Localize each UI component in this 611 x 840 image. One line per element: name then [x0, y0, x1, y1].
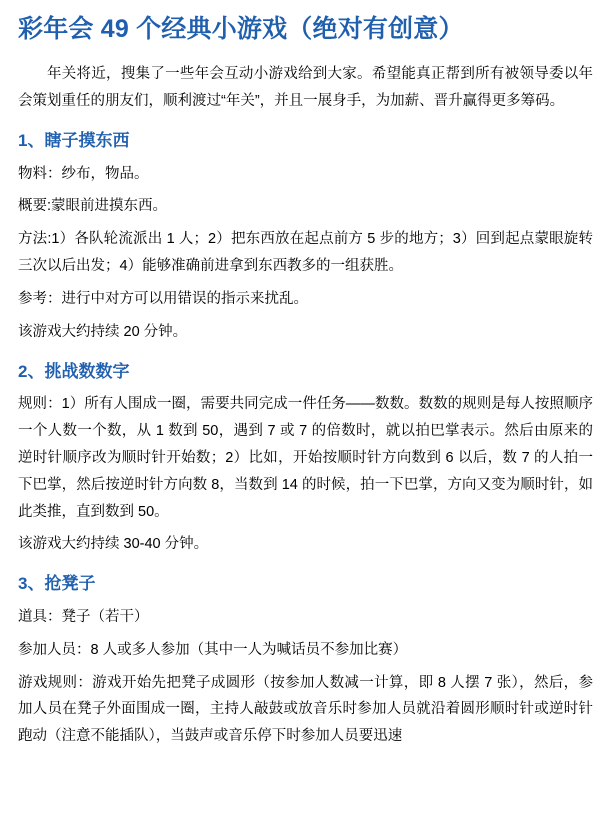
section-3-line-3: 游戏规则：游戏开始先把凳子成圆形（按参加人数减一计算，即 8 人摆 7 张），然后，参加人员在凳子外面围成一圈，主持人敲鼓或放音乐时参加人员就沿着圆形顺时针或逆时针跑动（注意不能插队），当鼓声或音乐停下时参加人员要迅速: [18, 674, 593, 745]
section-3-line-2: 参加人员：8 人或多人参加（其中一人为喊话员不参加比赛）: [18, 641, 408, 658]
section-1-line-1: 物料：纱布，物品。: [18, 165, 149, 182]
section-heading-3: 3、抢凳子: [18, 574, 96, 594]
section-1-line-2: 概要:蒙眼前进摸东西。: [18, 198, 168, 215]
section-3: [18, 572, 593, 750]
intro-paragraph: 年关将近，搜集了一些年会互动小游戏给到大家。希望能真正帮到所有被领导委以年会策划重任的朋友们，顺利渡过“年关”，并且一展身手，为加薪、晋升赢得更多筹码。: [18, 66, 593, 110]
page-title: 彩年会 49 个经典小游戏（绝对有创意）: [18, 15, 464, 43]
section-2: [18, 360, 593, 559]
section-heading-2: 2、挑战数数字: [18, 361, 130, 381]
section-2-line-1: 规则：1）所有人围成一圈，需要共同完成一件任务——数数。数数的规则是每人按照顺序一个人数一个数，从 1 数到 50，遇到 7 或 7 的倍数时，就以拍巴掌表示。然后由原来的逆时针顺序改为顺时针开始数；2）比如，开始按顺时针方向数到 6 以后，数 7 的人拍一下巴掌，然后按逆时针方向数 8，当数到 14 的时候，拍一下巴掌，方向又变为顺时针，如此类推，直到数到 50。: [18, 396, 593, 520]
section-1-line-4: 参考：进行中对方可以用错误的指示来扰乱。: [18, 290, 308, 307]
section-3-line-1: 道具：凳子（若干）: [18, 609, 149, 626]
section-1-line-3: 方法:1）各队轮流派出 1 人；2）把东西放在起点前方 5 步的地方；3）回到起点蒙眼旋转三次以后出发；4）能够准确前进拿到东西教多的一组获胜。: [18, 231, 593, 275]
section-1: [18, 129, 593, 346]
section-2-line-2: 该游戏大约持续 30-40 分钟。: [18, 536, 209, 553]
section-1-line-5: 该游戏大约持续 20 分钟。: [18, 323, 188, 340]
section-heading-1: 1、瞎子摸东西: [18, 130, 130, 150]
